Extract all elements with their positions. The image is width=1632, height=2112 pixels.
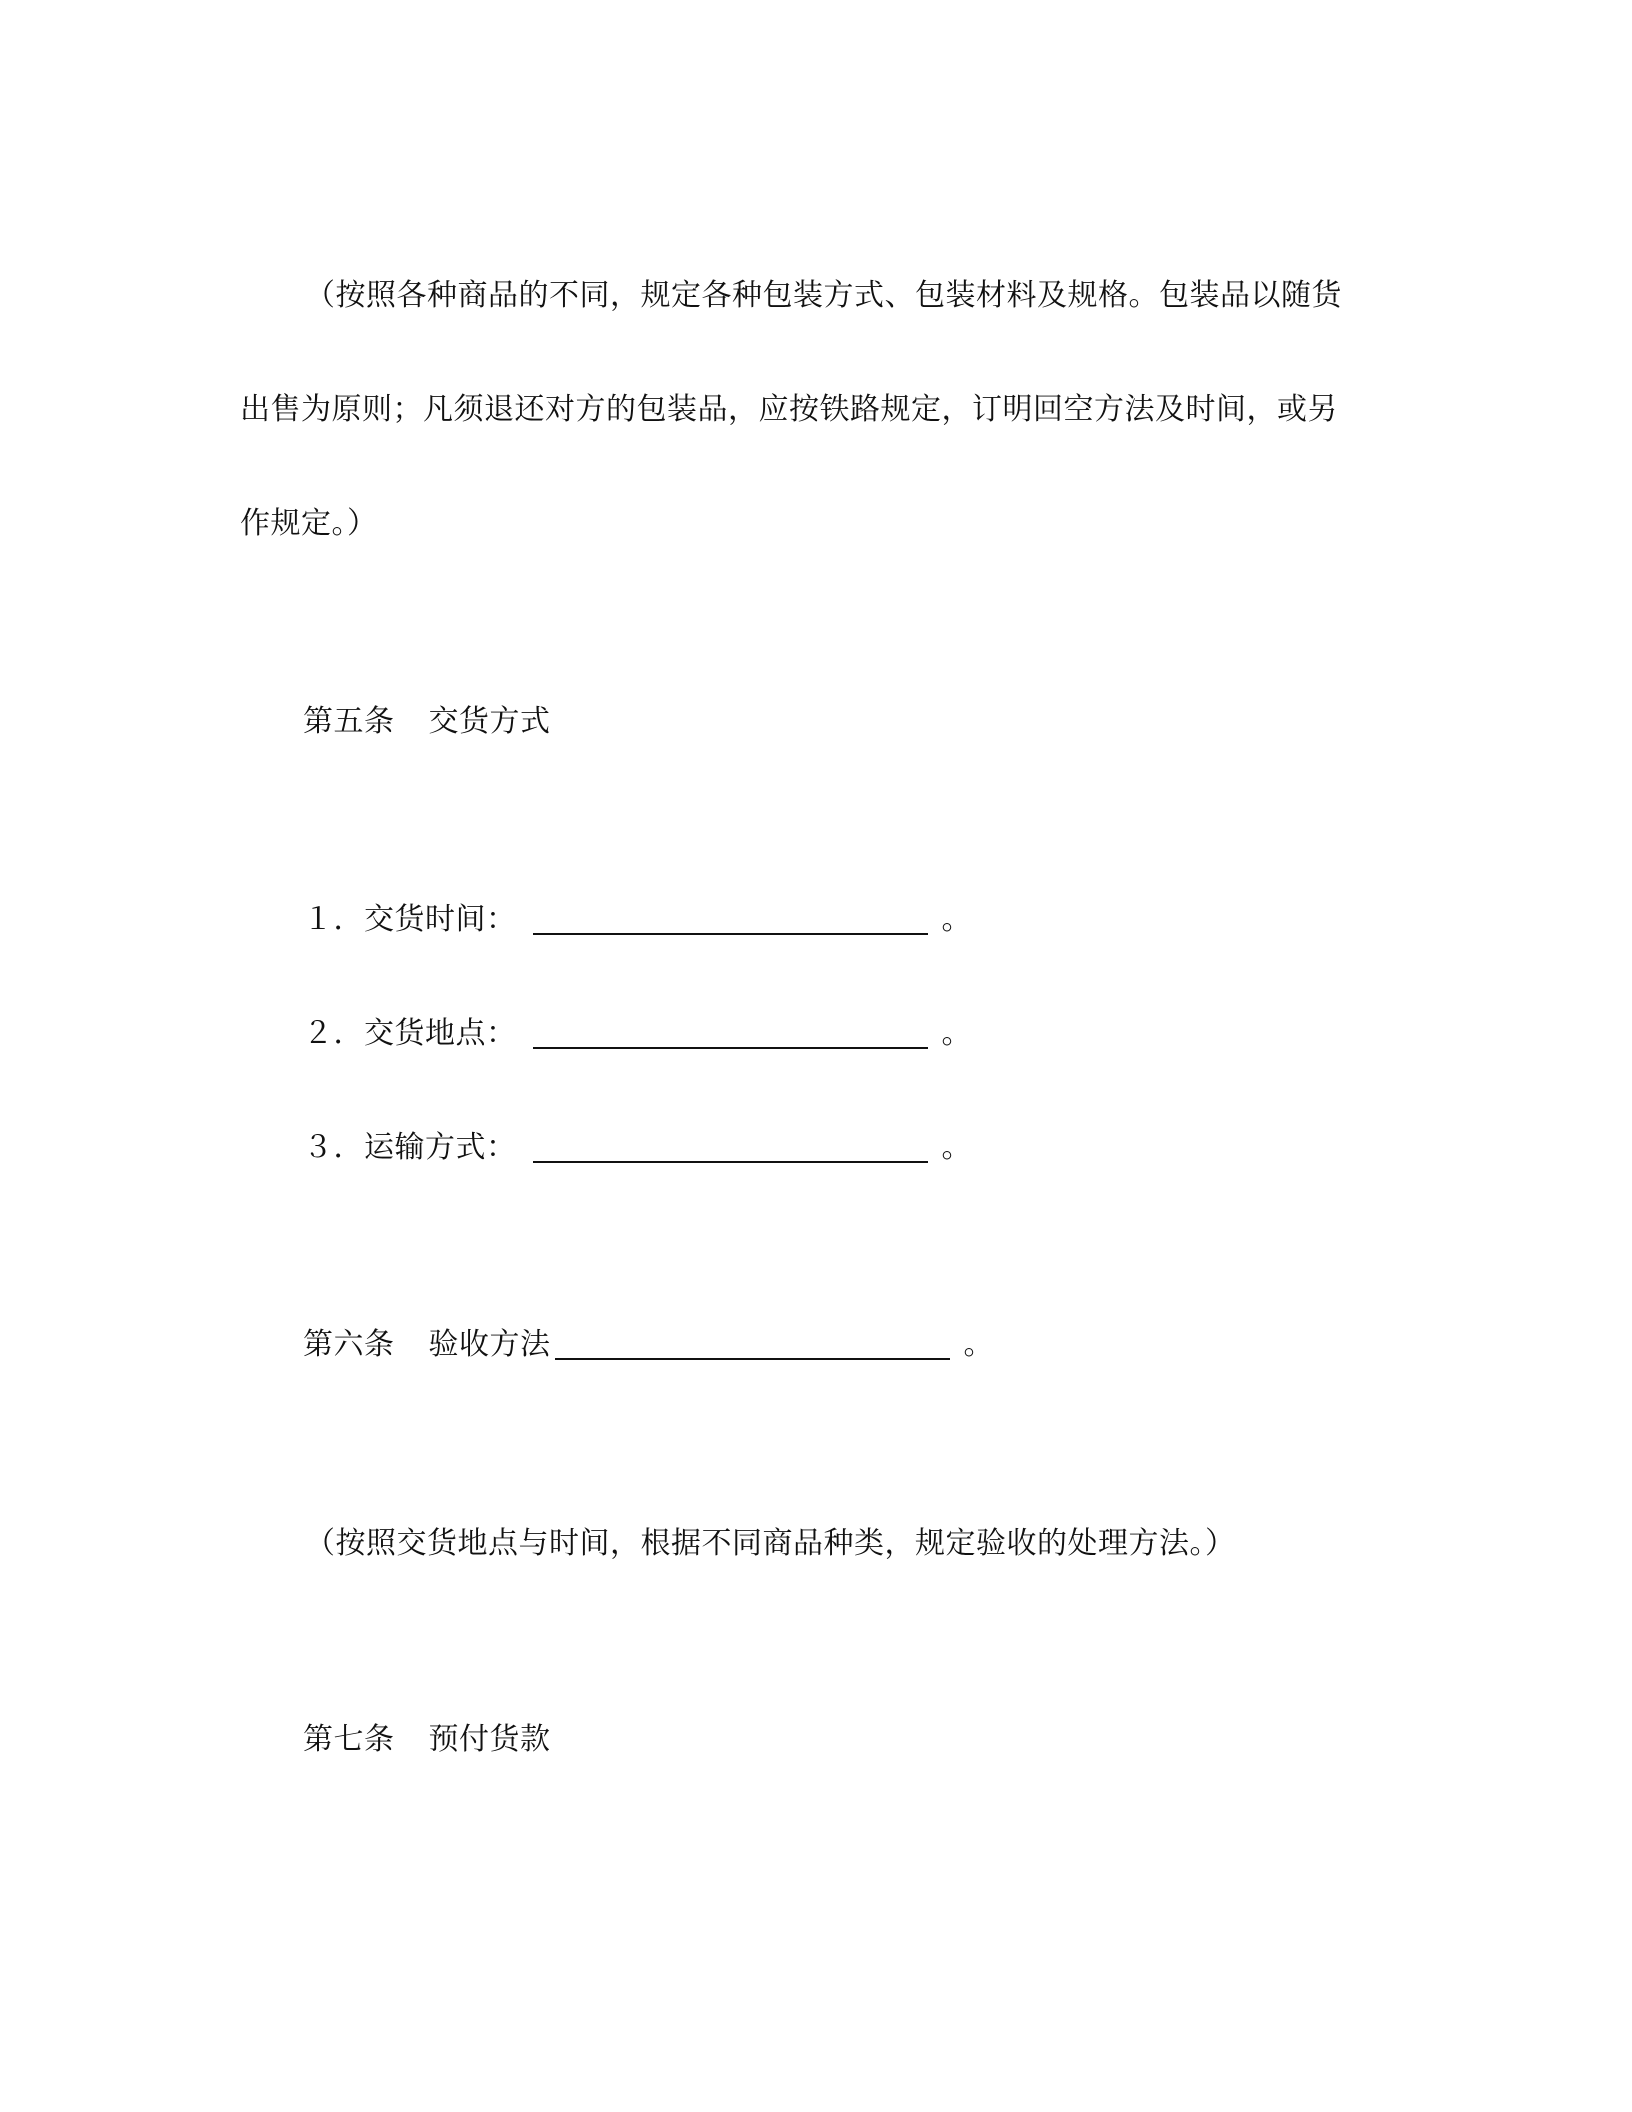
transport-method-label: ３．运输方式： — [303, 1130, 517, 1165]
article-6-title: 验收方法 — [428, 1327, 551, 1362]
article-5-number: 第五条 — [303, 704, 395, 739]
delivery-time-row — [303, 900, 972, 940]
article-6-heading — [303, 1325, 994, 1365]
packaging-note-line-2: 出售为原则；凡须退还对方的包装品，应按铁路规定，订明回空方法及时间，或另 — [240, 392, 1338, 427]
delivery-time-end: 。 — [941, 902, 972, 937]
packaging-note-line-1: （按照各种商品的不同，规定各种包装方式、包装材料及规格。包装品以随货 — [305, 278, 1342, 313]
packaging-note-line-3: 作规定。） — [240, 506, 378, 541]
article-5-title: 交货方式 — [428, 704, 551, 739]
acceptance-method-blank[interactable] — [555, 1328, 950, 1360]
delivery-time-label: １．交货时间： — [303, 902, 517, 937]
article-7-number: 第七条 — [303, 1722, 395, 1757]
article-7-title: 预付货款 — [428, 1722, 551, 1757]
delivery-place-row — [303, 1014, 972, 1054]
article-6-number: 第六条 — [303, 1327, 395, 1362]
article-6-end: 。 — [963, 1327, 994, 1362]
acceptance-note: （按照交货地点与时间，根据不同商品种类，规定验收的处理方法。） — [305, 1526, 1236, 1561]
transport-method-end: 。 — [941, 1130, 972, 1165]
article-7-heading — [303, 1720, 551, 1760]
delivery-place-blank[interactable] — [533, 1017, 928, 1049]
delivery-place-end: 。 — [941, 1016, 972, 1051]
delivery-time-blank[interactable] — [533, 903, 928, 935]
delivery-place-label: ２．交货地点： — [303, 1016, 517, 1051]
transport-method-row — [303, 1128, 972, 1168]
article-5-heading — [303, 702, 551, 742]
transport-method-blank[interactable] — [533, 1131, 928, 1163]
